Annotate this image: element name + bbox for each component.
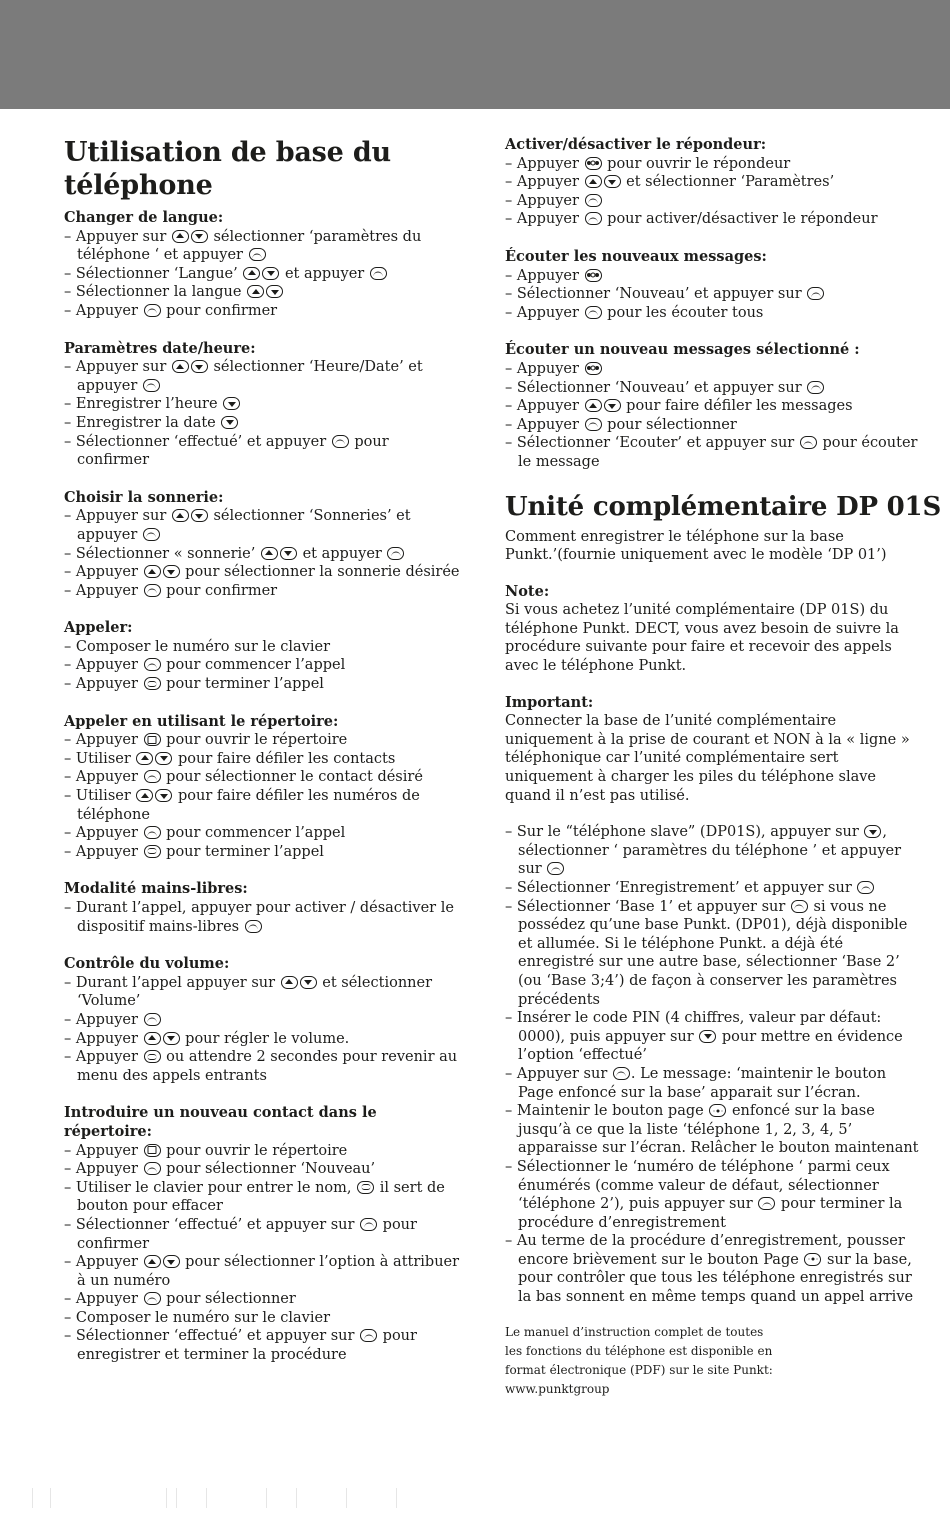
up-arrow-icon <box>261 547 278 560</box>
instruction-section <box>64 880 464 936</box>
instruction-section <box>64 489 464 601</box>
section-heading: Écouter les nouveaux messages: <box>505 247 767 265</box>
step-item: – Appuyer pour régler le volume. <box>64 1030 464 1049</box>
instruction-section <box>64 713 464 862</box>
step-item: – Appuyer <box>505 267 920 286</box>
section-heading: Écouter un nouveau messages sélectionné : <box>505 341 860 359</box>
down-arrow-icon <box>155 789 172 802</box>
registration-step: – Sélectionner ‘Base 1’ et appuyer sur si vous ne possédez qu’une base Punkt. (DP01), déjà disponible et allumée. Si le téléphone Punkt. a déjà été enregistré sur une autre base, sélectionner ‘Base 2’ (ou ‘Base 3;4’) de façon à conserver les paramètres précédents <box>505 898 920 1010</box>
step-item: – Appuyer ou attendre 2 secondes pour revenir au menu des appels entrants <box>64 1048 464 1085</box>
right-column <box>505 136 942 1399</box>
step-item: – Appuyer pour ouvrir le répertoire <box>64 1142 464 1161</box>
step-item: – Appuyer pour activer/désactiver le répondeur <box>505 210 920 229</box>
ok-call-icon <box>613 1067 630 1080</box>
section-heading: Paramètres date/heure: <box>64 339 256 357</box>
footnote <box>505 1323 920 1399</box>
down-arrow-icon <box>163 565 180 578</box>
footnote-line: les fonctions du téléphone est disponible en <box>505 1343 773 1358</box>
step-item: – Composer le numéro sur le clavier <box>64 638 464 657</box>
step-item: – Appuyer sur sélectionner ‘paramètres du téléphone ‘ et appuyer <box>64 228 464 265</box>
up-arrow-icon <box>172 509 189 522</box>
phonebook-icon <box>144 1144 161 1157</box>
ok-call-icon <box>332 435 349 448</box>
step-list <box>505 267 920 323</box>
ok-call-icon <box>857 881 874 894</box>
down-arrow-icon <box>155 752 172 765</box>
step-item: – Sélectionner ‘effectué’ et appuyer sur pour enregistrer et terminer la procédure <box>64 1327 464 1364</box>
section-heading: Modalité mains-libres: <box>64 880 248 898</box>
ok-call-icon <box>143 528 160 541</box>
left-column <box>64 136 464 1384</box>
step-item: – Appuyer pour sélectionner <box>64 1290 464 1309</box>
step-item: – Appuyer pour commencer l’appel <box>64 656 464 675</box>
ok-call-icon <box>387 547 404 560</box>
instruction-section <box>64 955 464 1085</box>
up-arrow-icon <box>585 175 602 188</box>
step-item: – Appuyer pour sélectionner l’option à attribuer à un numéro <box>64 1253 464 1290</box>
step-item: – Utiliser pour faire défiler les contacts <box>64 750 464 769</box>
ok-call-icon <box>245 920 262 933</box>
instruction-section <box>505 136 920 229</box>
up-arrow-icon <box>136 789 153 802</box>
step-item: – Sélectionner ‘Nouveau’ et appuyer sur <box>505 285 920 304</box>
ok-call-icon <box>144 1292 161 1305</box>
step-item: – Utiliser le clavier pour entrer le nom, il sert de bouton pour effacer <box>64 1179 464 1216</box>
step-list <box>64 507 464 600</box>
step-item: – Sélectionner la langue <box>64 283 464 302</box>
down-arrow-icon <box>191 509 208 522</box>
step-item: – Enregistrer la date <box>64 414 464 433</box>
step-item: – Sélectionner ‘Nouveau’ et appuyer sur <box>505 379 920 398</box>
down-arrow-icon <box>223 397 240 410</box>
important-text: Connecter la base de l’unité complémentaire uniquement à la prise de courant et NON à la « ligne » téléphonique car l’unité complémentaire sert uniquement à charger les piles du téléphone slave quand il n’est pas utilisé. <box>505 713 910 804</box>
section-title-dp01s: Unité complémentaire DP 01S <box>505 491 942 522</box>
end-call-icon <box>144 845 161 858</box>
step-item: – Composer le numéro sur le clavier <box>64 1309 464 1328</box>
ok-call-icon <box>143 379 160 392</box>
step-item: – Appuyer <box>64 1011 464 1030</box>
print-marks <box>30 1488 430 1510</box>
section-heading: Choisir la sonnerie: <box>64 488 224 506</box>
down-arrow-icon <box>604 175 621 188</box>
step-item: – Durant l’appel appuyer sur et sélectionner ‘Volume’ <box>64 974 464 1011</box>
right-sections <box>505 136 920 472</box>
ok-call-icon <box>360 1329 377 1342</box>
step-list <box>64 228 464 321</box>
step-item: – Appuyer <box>505 192 920 211</box>
instruction-section <box>64 1104 464 1364</box>
instruction-section <box>505 341 920 471</box>
step-item: – Enregistrer l’heure <box>64 395 464 414</box>
section-heading: Introduire un nouveau contact dans le répertoire: <box>64 1104 377 1140</box>
step-item: – Appuyer pour sélectionner ‘Nouveau’ <box>64 1160 464 1179</box>
down-arrow-icon <box>191 230 208 243</box>
section-heading: Appeler en utilisant le répertoire: <box>64 712 339 730</box>
registration-step: – Sélectionner ‘Enregistrement’ et appuyer sur <box>505 879 920 898</box>
section-heading: Appeler: <box>64 619 133 637</box>
ok-call-icon <box>144 658 161 671</box>
step-item: – Appuyer pour terminer l’appel <box>64 843 464 862</box>
step-item: – Appuyer pour faire défiler les messages <box>505 397 920 416</box>
step-item: – Appuyer pour sélectionner la sonnerie désirée <box>64 563 464 582</box>
ok-call-icon <box>144 584 161 597</box>
left-sections <box>64 209 464 1365</box>
step-item: – Sélectionner ‘effectué’ et appuyer sur pour confirmer <box>64 1216 464 1253</box>
section-heading: Changer de langue: <box>64 209 224 226</box>
step-item: – Appuyer pour ouvrir le répertoire <box>64 731 464 750</box>
step-item: – Appuyer et sélectionner ‘Paramètres’ <box>505 173 920 192</box>
step-item: – Appuyer pour ouvrir le répondeur <box>505 155 920 174</box>
instruction-section <box>64 209 464 321</box>
up-arrow-icon <box>144 565 161 578</box>
registration-step: – Insérer le code PIN (4 chiffres, valeur par défaut: 0000), puis appuyer sur pour mettre en évidence l’option ‘effectué’ <box>505 1009 920 1065</box>
instruction-section <box>64 340 464 470</box>
down-arrow-icon <box>300 976 317 989</box>
footnote-line: www.punktgroup <box>505 1381 610 1396</box>
up-arrow-icon <box>247 285 264 298</box>
down-arrow-icon <box>699 1030 716 1043</box>
down-arrow-icon <box>864 825 881 838</box>
ok-call-icon <box>249 248 266 261</box>
step-item: – Appuyer pour confirmer <box>64 302 464 321</box>
ok-call-icon <box>758 1197 775 1210</box>
ok-call-icon <box>370 267 387 280</box>
registration-step: – Sélectionner le ‘numéro de téléphone ‘ parmi ceux énumérés (comme valeur de défaut, sélectionner ‘téléphone 2’), puis appuyer sur pour terminer la procédure d’enregistrement <box>505 1158 920 1232</box>
ok-call-icon <box>800 436 817 449</box>
up-arrow-icon <box>243 267 260 280</box>
ok-call-icon <box>585 194 602 207</box>
step-item: – Appuyer pour commencer l’appel <box>64 824 464 843</box>
step-item: – Appuyer pour terminer l’appel <box>64 675 464 694</box>
step-list <box>64 899 464 936</box>
up-arrow-icon <box>136 752 153 765</box>
step-item: – Utiliser pour faire défiler les numéros de téléphone <box>64 787 464 824</box>
registration-step: – Appuyer sur . Le message: ‘maintenir le bouton Page enfoncé sur la base’ apparait sur l’écran. <box>505 1065 920 1102</box>
down-arrow-icon <box>163 1255 180 1268</box>
step-item: – Sélectionner ‘Ecouter’ et appuyer sur pour écouter le message <box>505 434 920 471</box>
end-call-icon <box>144 1050 161 1063</box>
down-arrow-icon <box>262 267 279 280</box>
down-arrow-icon <box>266 285 283 298</box>
step-item: – Sélectionner « sonnerie’ et appuyer <box>64 545 464 564</box>
down-arrow-icon <box>280 547 297 560</box>
step-item: – Appuyer pour les écouter tous <box>505 304 920 323</box>
page-button-icon <box>804 1253 821 1266</box>
ok-call-icon <box>144 304 161 317</box>
down-arrow-icon <box>604 399 621 412</box>
ok-call-icon <box>144 770 161 783</box>
down-arrow-icon <box>221 416 238 429</box>
up-arrow-icon <box>281 976 298 989</box>
down-arrow-icon <box>163 1032 180 1045</box>
ok-call-icon <box>791 900 808 913</box>
ok-call-icon <box>807 381 824 394</box>
registration-step: – Sur le “téléphone slave” (DP01S), appuyer sur , sélectionner ‘ paramètres du téléphone ’ et appuyer sur <box>505 823 920 879</box>
registration-steps <box>505 823 920 1306</box>
answering-machine-icon <box>585 269 602 282</box>
step-item: – Appuyer <box>505 360 920 379</box>
step-list <box>64 974 464 1086</box>
step-item: – Appuyer pour confirmer <box>64 582 464 601</box>
registration-step: – Maintenir le bouton page enfoncé sur la base jusqu’à ce que la liste ‘téléphone 1, 2, 3, 4, 5’ apparaisse sur l’écran. Relâcher le bouton maintenant <box>505 1102 920 1158</box>
footnote-line: format électronique (PDF) sur le site Punkt: <box>505 1362 773 1377</box>
important-title: Important: <box>505 693 594 711</box>
footnote-line: Le manuel d’instruction complet de toutes <box>505 1324 764 1339</box>
up-arrow-icon <box>172 360 189 373</box>
ok-call-icon <box>144 826 161 839</box>
step-item: – Sélectionner ‘Langue’ et appuyer <box>64 265 464 284</box>
note-title: Note: <box>505 582 550 600</box>
step-list <box>505 360 920 472</box>
registration-step: – Au terme de la procédure d’enregistrement, pousser encore brièvement sur le bouton Page sur la base, pour contrôler que tous les téléphone enregistrés sur la bas sonnent en même temps quand un appel arrive <box>505 1232 920 1306</box>
intro-text: Comment enregistrer le téléphone sur la base Punkt.’(fournie uniquement avec le modèle ‘DP 01’) <box>505 528 887 564</box>
step-list <box>505 155 920 229</box>
down-arrow-icon <box>191 360 208 373</box>
instruction-section <box>505 248 920 322</box>
up-arrow-icon <box>144 1032 161 1045</box>
answering-machine-icon <box>585 362 602 375</box>
ok-call-icon <box>585 212 602 225</box>
page-title: Utilisation de base du téléphone <box>64 137 391 201</box>
step-item: – Durant l’appel, appuyer pour activer / désactiver le dispositif mains-libres <box>64 899 464 936</box>
section-heading: Contrôle du volume: <box>64 955 230 973</box>
ok-call-icon <box>585 418 602 431</box>
header-bar <box>0 0 950 109</box>
answering-machine-icon <box>585 157 602 170</box>
step-item: – Sélectionner ‘effectué’ et appuyer pour confirmer <box>64 433 464 470</box>
end-call-icon <box>357 1181 374 1194</box>
step-list <box>64 731 464 861</box>
phonebook-icon <box>144 733 161 746</box>
step-list <box>64 358 464 470</box>
note-text: Si vous achetez l’unité complémentaire (DP 01S) du téléphone Punkt. DECT, vous avez besoin de suivre la procédure suivante pour faire et recevoir des appels avec le téléphone Punkt. <box>505 602 899 675</box>
ok-call-icon <box>144 1013 161 1026</box>
step-item: – Appuyer pour sélectionner le contact désiré <box>64 768 464 787</box>
ok-call-icon <box>547 862 564 875</box>
up-arrow-icon <box>172 230 189 243</box>
step-item: – Appuyer sur sélectionner ‘Heure/Date’ et appuyer <box>64 358 464 395</box>
ok-call-icon <box>144 1162 161 1175</box>
ok-call-icon <box>360 1218 377 1231</box>
ok-call-icon <box>807 287 824 300</box>
instruction-section <box>64 619 464 693</box>
step-list <box>64 1142 464 1365</box>
page-button-icon <box>709 1104 726 1117</box>
section-heading: Activer/désactiver le répondeur: <box>505 136 767 153</box>
up-arrow-icon <box>144 1255 161 1268</box>
ok-call-icon <box>585 306 602 319</box>
up-arrow-icon <box>585 399 602 412</box>
end-call-icon <box>144 677 161 690</box>
step-item: – Appuyer pour sélectionner <box>505 416 920 435</box>
step-list <box>64 638 464 694</box>
step-item: – Appuyer sur sélectionner ‘Sonneries’ et appuyer <box>64 507 464 544</box>
